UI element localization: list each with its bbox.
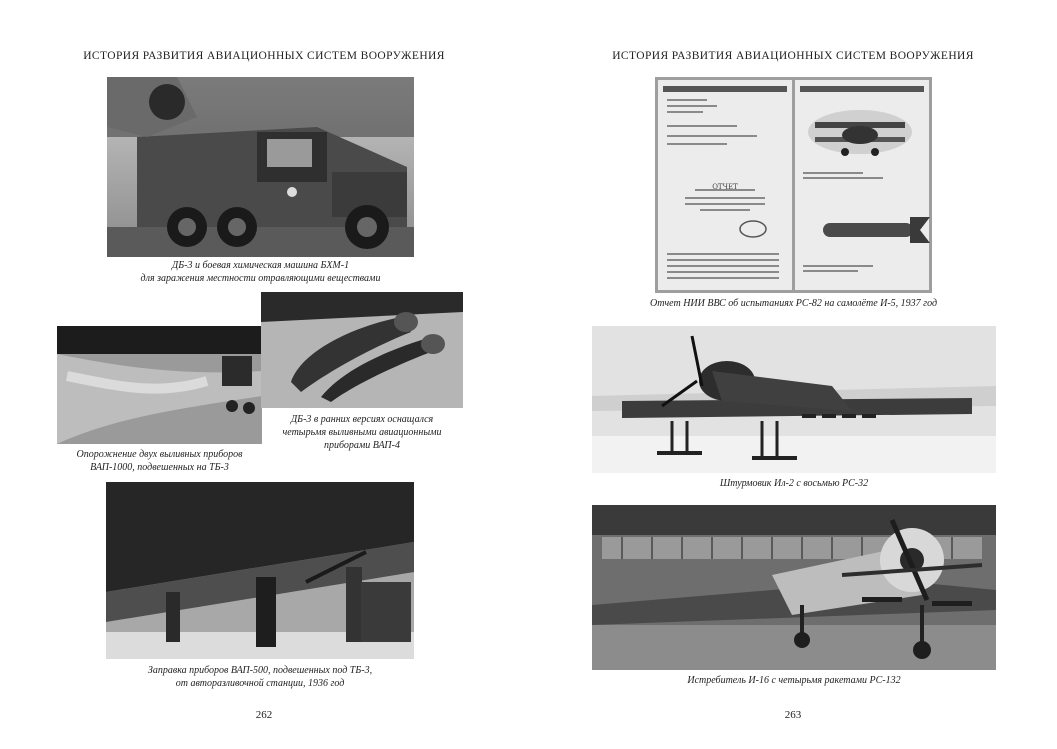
- photo-il2-rs32: [592, 326, 996, 473]
- caption-refuel: Заправка приборов ВАП-500, подвешенных под ТБ-3, от авторазливочной станции, 1936 год: [147, 665, 373, 689]
- photo-db3-vap4: [261, 292, 463, 408]
- photo-db3-bhm1-truck: [107, 77, 414, 257]
- caption-release: Опорожнение двух выливных приборов ВАП-1000, подвешенных на ТБ-3: [76, 449, 243, 473]
- photo-vap500-refuel: [106, 482, 414, 659]
- photo-vap1000-release: [57, 326, 262, 444]
- photo-i16-rs132: [592, 505, 996, 670]
- caption-report: Отчет НИИ ВВС об испытаниях РС-82 на самолёте И-5, 1937 год: [649, 298, 938, 309]
- left-page: [0, 0, 528, 749]
- caption-truck: ДБ-3 и боевая химическая машина БХМ-1 для заражения местности отравляющими веществами: [140, 260, 381, 284]
- photo-nii-vvs-report: [655, 77, 932, 293]
- report-title: ОТЧЕТ: [712, 183, 738, 191]
- caption-il2: Штурмовик Ил-2 с восьмью РС-32: [719, 478, 869, 489]
- right-page: [529, 0, 1057, 749]
- caption-i16: Истребитель И-16 с четырьмя ракетами РС-132: [687, 675, 901, 686]
- page-number-left: 262: [255, 709, 273, 721]
- running-head-right: ИСТОРИЯ РАЗВИТИЯ АВИАЦИОННЫХ СИСТЕМ ВООРУЖЕНИЯ: [612, 50, 974, 62]
- caption-vap4: ДБ-3 в ранних версиях оснащался четырьмя выливными авиационными приборами ВАП-4: [282, 414, 442, 451]
- running-head-left: ИСТОРИЯ РАЗВИТИЯ АВИАЦИОННЫХ СИСТЕМ ВООРУЖЕНИЯ: [83, 50, 445, 62]
- page-number-right: 263: [784, 709, 802, 721]
